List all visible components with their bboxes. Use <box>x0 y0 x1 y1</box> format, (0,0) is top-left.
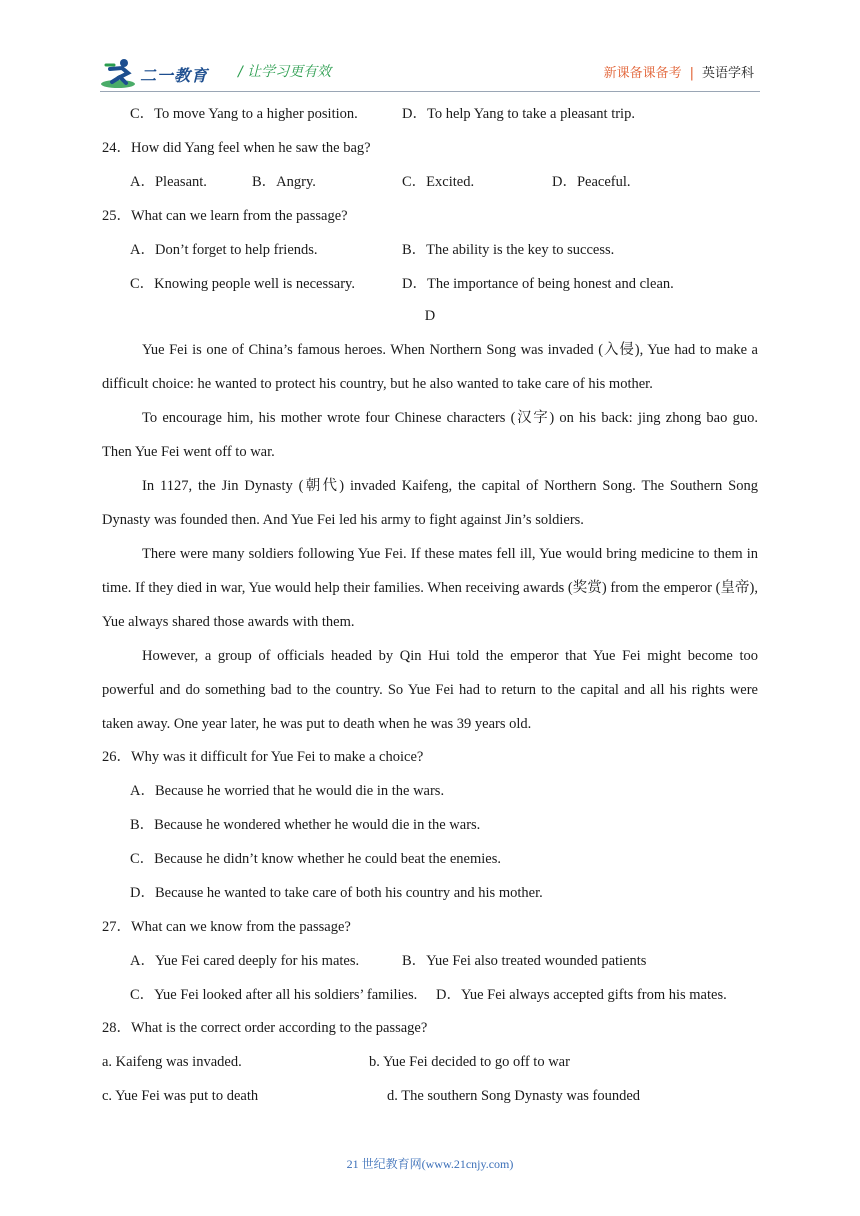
option-27a: A．Yue Fei cared deeply for his mates. <box>130 953 360 969</box>
event-c: c. Yue Fei was put to death <box>102 1088 259 1104</box>
option-23d: D．To help Yang to take a pleasant trip. <box>402 106 635 122</box>
question-25: 25．What can we learn from the passage? <box>102 208 348 224</box>
running-figure-icon <box>100 57 140 89</box>
passage-paragraph: There were many soldiers following Yue Fei. If these mates fell ill, Yue would bring medicine to them in time. If they died in war, Yue would help their families. When receiving awards (奖赏) from the emperor (皇帝), Yue always shared those awards with them. <box>102 546 758 630</box>
option-24d: D．Peaceful. <box>552 174 631 190</box>
option-27b: B．Yue Fei also treated wounded patients <box>402 953 647 969</box>
section-title: D <box>424 308 436 324</box>
option-26a: A．Because he worried that he would die in the wars. <box>130 783 445 799</box>
option-26b: B．Because he wondered whether he would die in the wars. <box>130 817 481 833</box>
option-26d: D．Because he wanted to take care of both his country and his mother. <box>130 885 543 901</box>
header-subject: 英语学科 <box>701 66 754 81</box>
event-d: d. The southern Song Dynasty was founded <box>387 1088 641 1104</box>
passage-paragraph: Yue Fei is one of China’s famous heroes. When Northern Song was invaded (入侵), Yue had to make a difficult choice: he wanted to protect his country, but he also wanted to take care of his mother. <box>102 342 758 392</box>
question-28: 28．What is the correct order according to the passage? <box>102 1020 428 1036</box>
option-27d: D．Yue Fei always accepted gifts from his mates. <box>436 987 727 1003</box>
option-23c: C．To move Yang to a higher position. <box>130 106 358 122</box>
header-slogan: / 让学习更有效 <box>238 64 332 80</box>
option-25d: D．The importance of being honest and clean. <box>402 276 674 292</box>
event-b: b. Yue Fei decided to go off to war <box>369 1054 570 1070</box>
page-header <box>100 55 760 91</box>
option-26c: C．Because he didn’t know whether he could beat the enemies. <box>130 851 501 867</box>
header-divider <box>100 91 760 92</box>
option-25c: C．Knowing people well is necessary. <box>130 276 355 292</box>
event-a: a. Kaifeng was invaded. <box>102 1054 242 1070</box>
passage-paragraph: To encourage him, his mother wrote four Chinese characters (汉字) on his back: jing zhong bao guo. Then Yue Fei went off to war. <box>102 410 758 460</box>
passage-paragraph: In 1127, the Jin Dynasty (朝代) invaded Kaifeng, the capital of Northern Song. The Southern Song Dynasty was founded then. And Yue Fei led his army to fight against Jin’s soldiers. <box>102 478 758 528</box>
header-tagline: 新课备课备考 <box>603 66 682 81</box>
header-right <box>604 62 754 81</box>
passage-paragraph: However, a group of officials headed by Qin Hui told the emperor that Yue Fei might become too powerful and do something bad to the country. So Yue Fei had to return to the capital and all his rights were taken away. One year later, he was put to death when he was 39 years old. <box>102 648 758 732</box>
option-24b: B．Angry. <box>252 174 316 190</box>
option-25b: B．The ability is the key to success. <box>402 242 615 258</box>
option-27c: C．Yue Fei looked after all his soldiers’ families. <box>130 987 418 1003</box>
brand-logo <box>100 57 230 89</box>
page-footer: 21 世纪教育网(www.21cnjy.com) <box>346 1157 514 1171</box>
header-separator: | <box>689 66 694 81</box>
option-24a: A．Pleasant. <box>130 174 207 190</box>
question-24: 24．How did Yang feel when he saw the bag? <box>102 140 371 156</box>
question-27: 27．What can we know from the passage? <box>102 919 351 935</box>
option-24c: C．Excited. <box>402 174 475 190</box>
question-26: 26．Why was it difficult for Yue Fei to make a choice? <box>102 749 424 765</box>
logo-text: 二一教育 <box>140 66 209 85</box>
option-25a: A．Don’t forget to help friends. <box>130 242 318 258</box>
